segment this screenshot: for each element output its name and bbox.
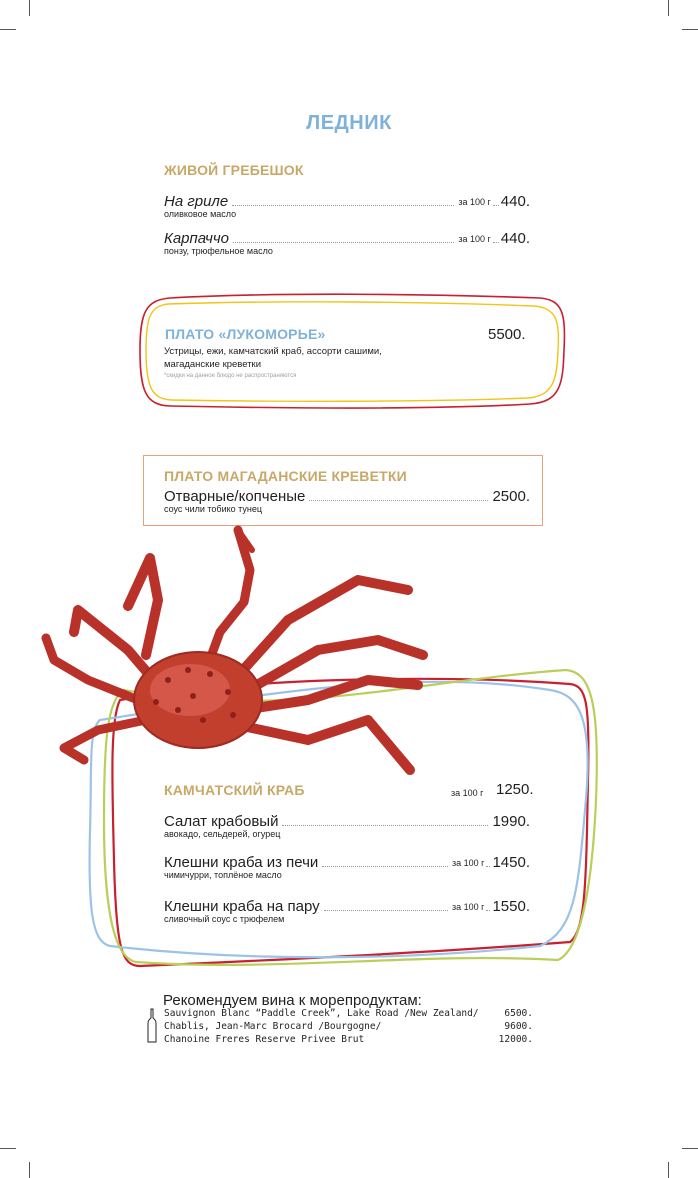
item-unit: за 100 г xyxy=(458,234,491,244)
wine-bottle-icon xyxy=(147,1008,157,1044)
leader-dots xyxy=(493,205,499,206)
leader-dots xyxy=(324,909,448,911)
menu-item xyxy=(164,190,530,210)
crab-illustration xyxy=(38,520,478,790)
menu-item xyxy=(164,227,530,247)
item-name: Клешни краба из печи xyxy=(164,854,319,871)
item-description: соус чили тобико тунец xyxy=(164,504,263,514)
item-unit: за 100 г xyxy=(452,858,485,868)
wine-name: Sauvignon Blanc “Paddle Creek”, Lake Road /New Zealand/ xyxy=(164,1008,479,1019)
menu-item xyxy=(164,810,530,830)
item-price: 440. xyxy=(500,230,530,247)
wine-name: Chanoine Freres Reserve Privee Brut xyxy=(164,1034,365,1045)
wine-price: 12000. xyxy=(498,1034,533,1045)
item-unit: за 100 г xyxy=(451,788,484,798)
note: *скидки на данное блюдо не распространяются xyxy=(164,373,297,379)
item-name: Салат крабовый xyxy=(164,813,279,830)
wine-name: Chablis, Jean-Marc Brocard /Bourgogne/ xyxy=(164,1021,382,1032)
section-heading-kamchatka: КАМЧАТСКИЙ КРАБ xyxy=(164,782,305,798)
crop-mark xyxy=(682,1148,698,1149)
item-price: 2500. xyxy=(492,488,530,505)
item-description: Устрицы, ежи, камчатский краб, ассорти сашими, xyxy=(164,346,382,357)
item-description: чимичурри, топлёное масло xyxy=(164,870,282,880)
section-heading-magadan: ПЛАТО МАГАДАНСКИЕ КРЕВЕТКИ xyxy=(164,468,407,484)
item-price: 440. xyxy=(500,193,530,210)
crop-mark xyxy=(682,29,698,30)
leader-dots xyxy=(282,824,488,826)
item-price: 1550. xyxy=(492,898,530,915)
menu-item xyxy=(164,851,530,871)
item-description: понзу, трюфельное масло xyxy=(164,246,273,256)
crop-mark xyxy=(29,0,30,16)
menu-item xyxy=(164,485,530,505)
item-unit: за 100 г xyxy=(458,197,491,207)
leader-dots xyxy=(233,241,454,243)
wine-list-item xyxy=(164,1034,533,1045)
leader-dots xyxy=(486,910,490,911)
menu-item xyxy=(164,895,530,915)
section-heading-scallop: ЖИВОЙ ГРЕБЕШОК xyxy=(164,162,304,178)
crop-mark xyxy=(0,29,16,30)
leader-dots xyxy=(232,204,454,206)
item-description: сливочный соус с трюфелем xyxy=(164,914,285,924)
leader-dots xyxy=(493,242,499,243)
wine-price: 9600. xyxy=(504,1021,533,1032)
page-title: ЛЕДНИК xyxy=(306,112,392,134)
item-name: Клешни краба на пару xyxy=(164,898,320,915)
item-price: 5500. xyxy=(488,326,526,343)
wine-heading: Рекомендуем вина к морепродуктам: xyxy=(163,992,422,1009)
leader-dots xyxy=(322,865,448,867)
crop-mark xyxy=(29,1162,30,1178)
item-name: На гриле xyxy=(164,193,229,210)
item-description: оливковое масло xyxy=(164,209,237,219)
item-name: Карпаччо xyxy=(164,230,229,247)
leader-dots xyxy=(486,866,490,867)
wine-list-item xyxy=(164,1021,533,1032)
section-heading-lukomorye: ПЛАТО «ЛУКОМОРЬЕ» xyxy=(165,326,326,342)
crop-mark xyxy=(668,0,669,16)
item-price: 1450. xyxy=(492,854,530,871)
item-name: Отварные/копченые xyxy=(164,488,306,505)
leader-dots xyxy=(309,499,488,501)
item-price: 1250. xyxy=(496,781,534,798)
item-unit: за 100 г xyxy=(452,902,485,912)
item-description: магаданские креветки xyxy=(164,359,262,370)
wine-price: 6500. xyxy=(504,1008,533,1019)
crop-mark xyxy=(0,1148,16,1149)
wine-list-item xyxy=(164,1008,533,1019)
item-description: авокадо, сельдерей, огурец xyxy=(164,829,281,839)
crop-mark xyxy=(668,1162,669,1178)
item-price: 1990. xyxy=(492,813,530,830)
